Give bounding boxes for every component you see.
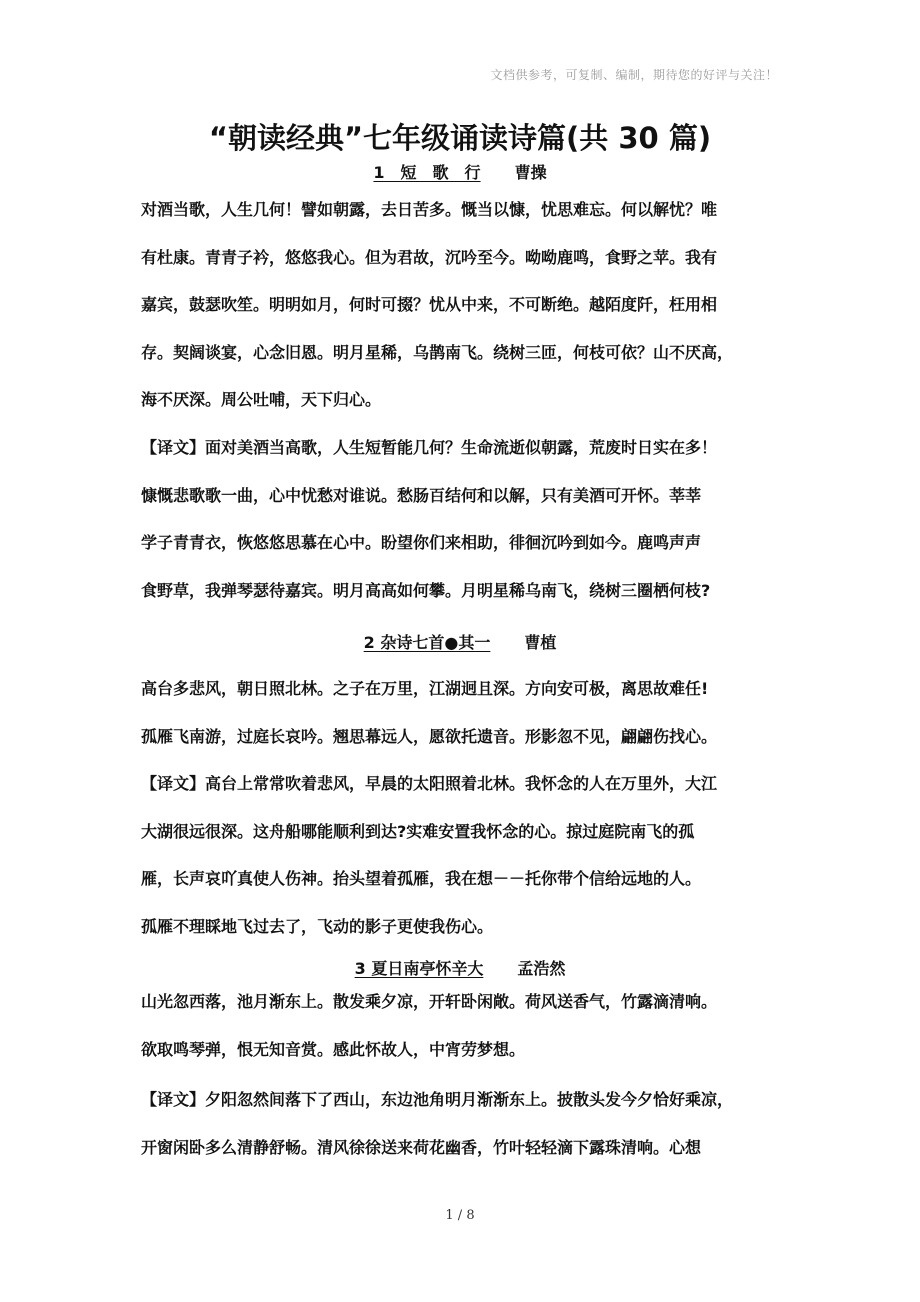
text-line: 山光忽西落，池月渐东上。散发乘夕凉，开轩卧闲敞。荷风送香气，竹露滴清响。: [141, 992, 718, 1011]
translation-line: 孤雁不理睬地飞过去了，飞动的影子更使我伤心。: [141, 916, 494, 936]
translation-line: 雁，长声哀吖真使人伤神。抬头望着孤雁，我在想－－托你带个信给远地的人。: [141, 869, 702, 889]
poem-1-heading: [0, 162, 920, 184]
page-number: 1 / 8: [445, 1208, 475, 1223]
translation-line: 【译文】夕阳忽然间落下了西山，东边池角明月渐渐东上。披散头发今夕恰好乘凉，: [141, 1090, 734, 1109]
text-line: 有杜康。青青子衿，悠悠我心。但为君故，沉吟至今。呦呦鹿鸣，食野之苹。我有: [141, 247, 718, 267]
poem-1-title: 1 短 歌 行: [373, 163, 481, 182]
poem-1-text: [141, 186, 781, 424]
poem-3-heading: [0, 958, 920, 980]
text-line: 存。契阔谈宴，心念旧恩。明月星稀，乌鹊南飞。绕树三匝，何枝可依？山不厌高，: [141, 342, 734, 362]
translation-line: 大湖很远很深。这舟船哪能顺利到达?实难安置我怀念的心。掠过庭院南飞的孤: [141, 821, 695, 841]
translation-line: 【译文】高台上常常吹着悲风，早晨的太阳照着北林。我怀念的人在万里外，大江: [141, 774, 718, 793]
text-line: 嘉宾，鼓瑟吹笙。明明如月，何时可掇？忧从中来，不可断绝。越陌度阡，枉用相: [141, 295, 718, 315]
text-line: 对酒当歌，人生几何！譬如朝露，去日苦多。慨当以慷，忧思难忘。何以解忧？唯: [141, 200, 718, 219]
poem-2-heading: [0, 632, 920, 654]
text-line: 欲取鸣琴弹，恨无知音赏。感此怀故人，中宵劳梦想。: [141, 1039, 526, 1059]
poem-2-text: [141, 665, 781, 760]
translation-line: 开窗闲卧多么清静舒畅。清风徐徐送来荷花幽香，竹叶轻轻滴下露珠清响。心想: [141, 1137, 702, 1157]
poem-3-author: 孟浩然: [517, 959, 566, 978]
translation-line: 食野草，我弹琴瑟待嘉宾。明月高高如何攀。月明星稀乌南飞，绕树三圈栖何枝?: [141, 580, 711, 600]
poem-1-author: 曹操: [514, 163, 547, 182]
text-line: 孤雁飞南游，过庭长哀吟。翘思幕远人，愿欲托遗音。形影忽不见，翩翩伤找心。: [141, 726, 718, 746]
translation-line: 慷慨悲歌歌一曲，心中忧愁对谁说。愁肠百结何和以解，只有美酒可开怀。莘莘: [141, 485, 702, 505]
poem-3-text: [141, 978, 781, 1073]
translation-line: 学子青青衣，恢悠悠思慕在心中。盼望你们来相助，徘徊沉吟到如今。鹿鸣声声: [141, 533, 702, 553]
header-note: 文档供参考，可复制、编制，期待您的好评与关注！: [490, 68, 778, 82]
poem-2-author: 曹植: [524, 633, 557, 652]
document-title: “朝读经典”七年级诵读诗篇(共 30 篇): [208, 121, 712, 155]
text-line: 海不厌深。周公吐哺，天下归心。: [141, 390, 382, 410]
poem-2-title: 2 杂诗七首●其一: [363, 633, 491, 652]
poem-3-translation: [141, 1076, 781, 1171]
poem-3-title: 3 夏日南亭怀辛大: [354, 959, 484, 978]
translation-line: 【译文】面对美酒当高歌，人生短暂能几何？生命流逝似朝露，荒废时日实在多！: [141, 438, 718, 457]
text-line: 高台多悲风，朝日照北林。之子在万里，江湖迥且深。方向安可极，离思故难任!: [141, 679, 709, 698]
poem-1-translation: [141, 424, 781, 614]
poem-2-translation: [141, 760, 781, 950]
